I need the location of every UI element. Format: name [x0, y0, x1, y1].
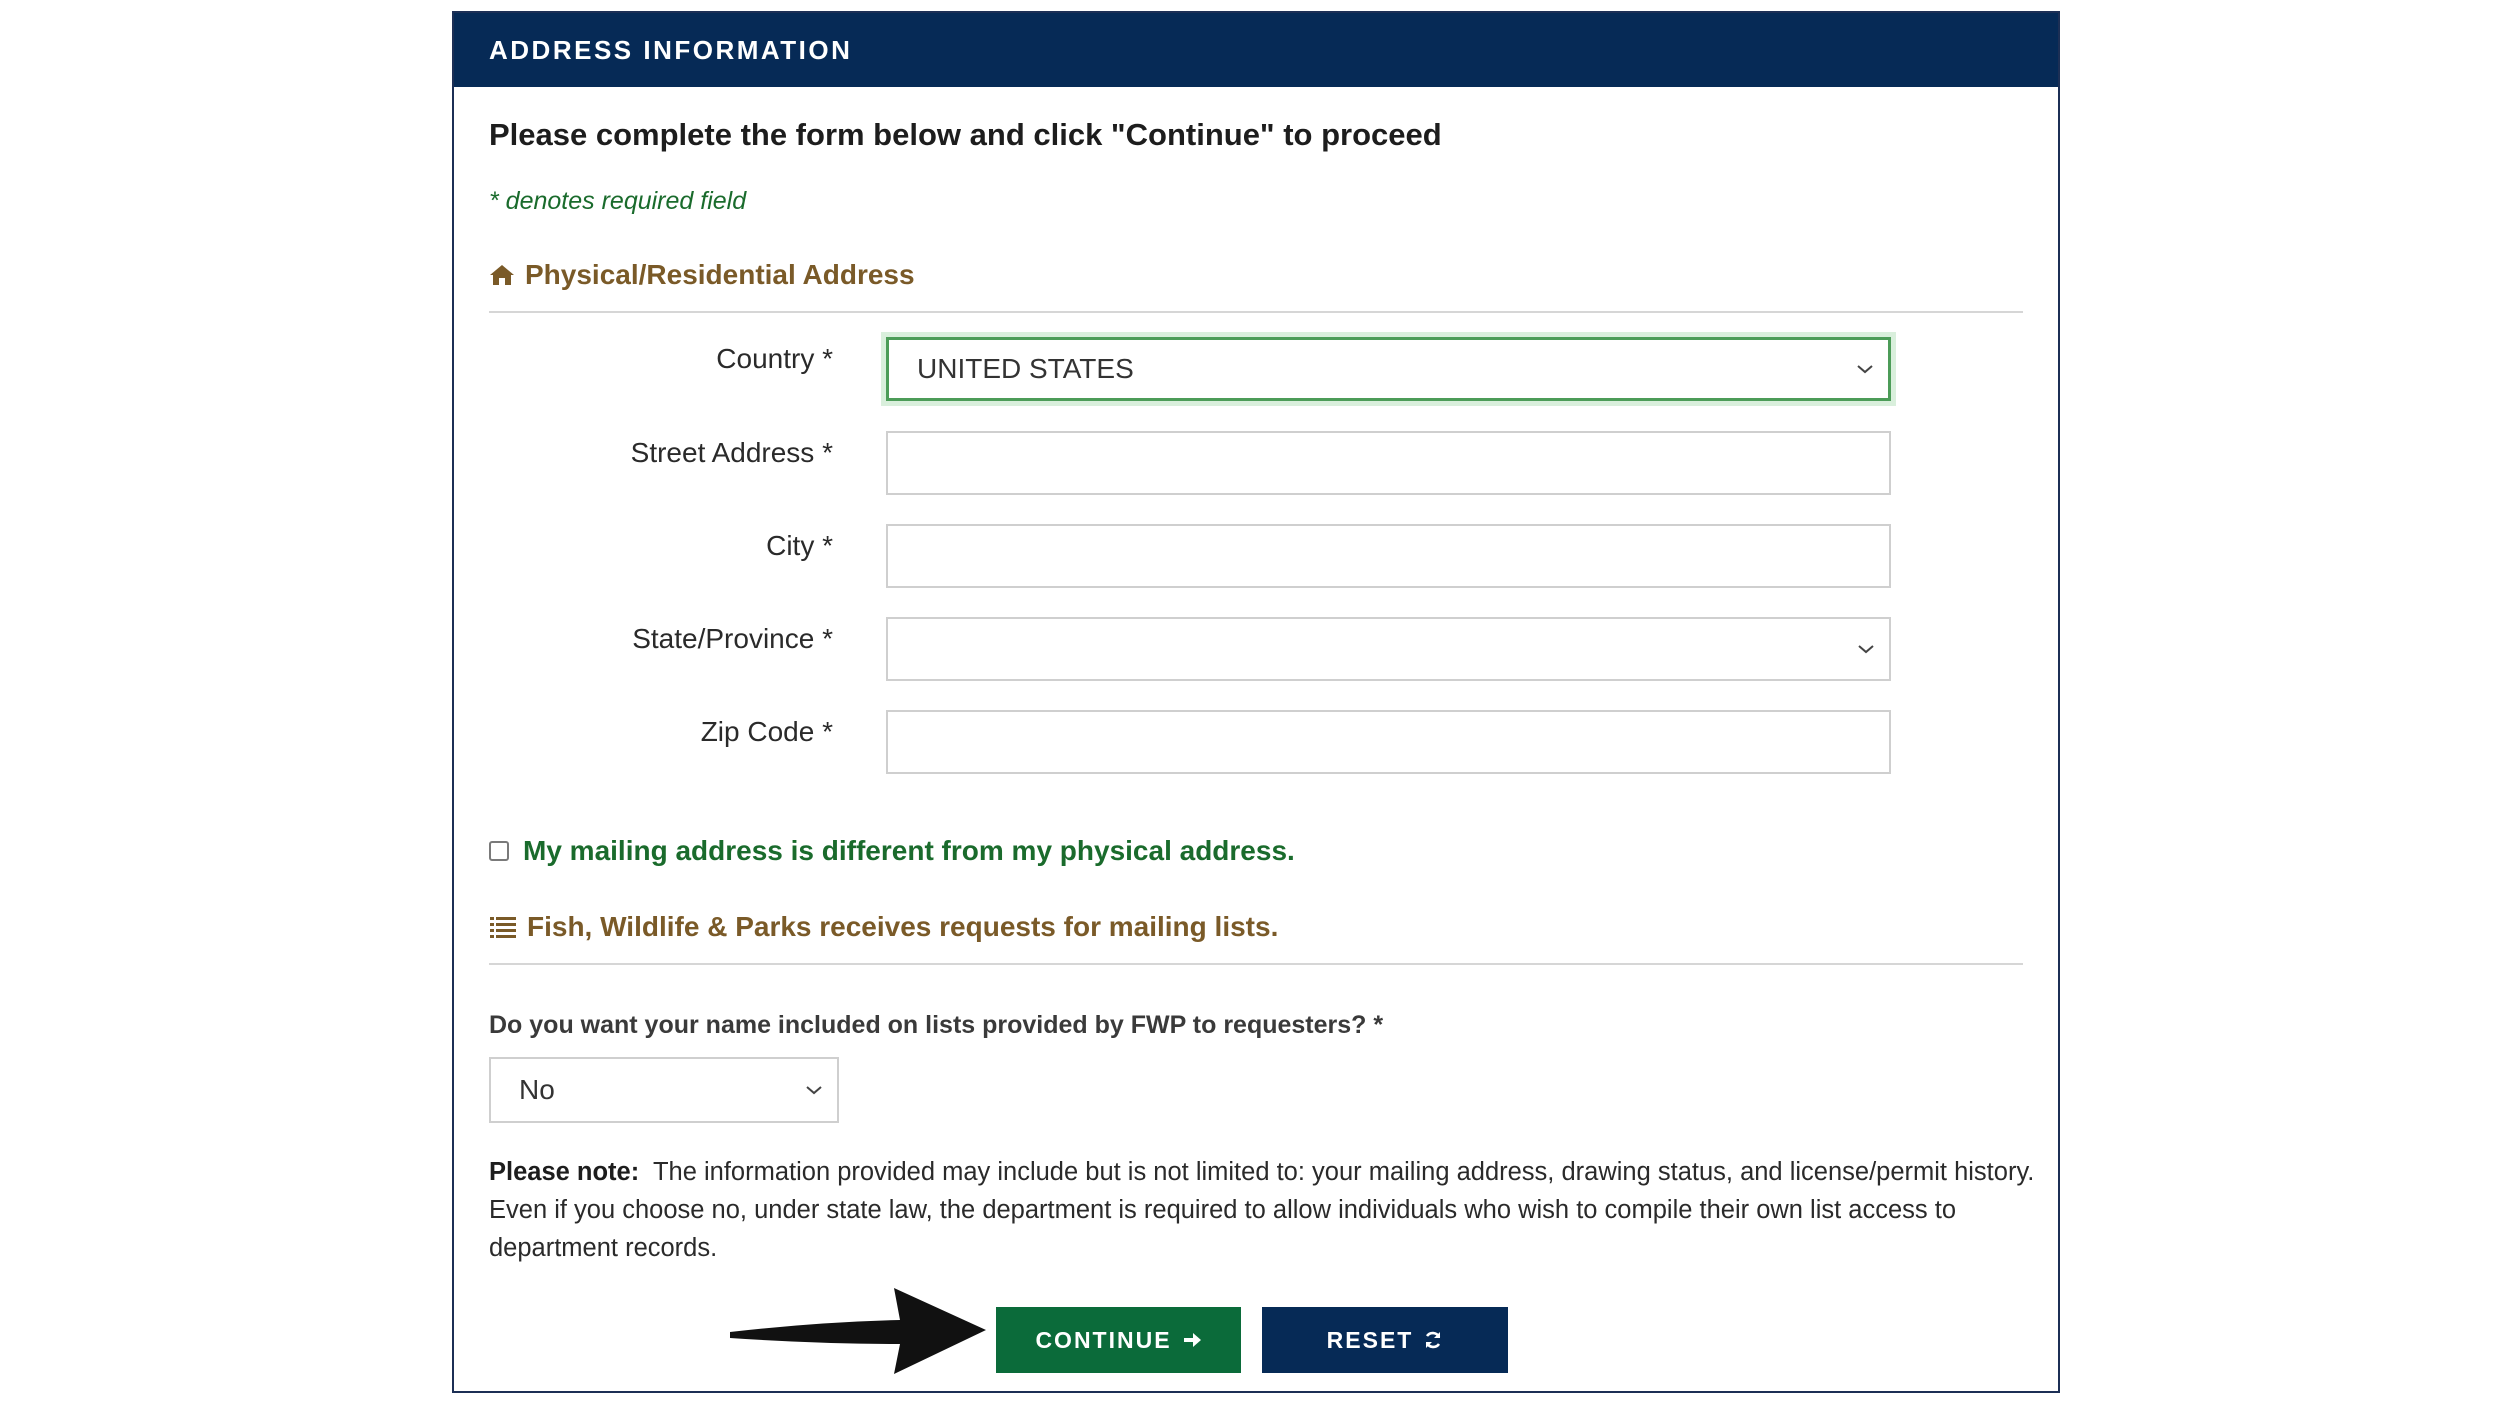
- pointer-arrow-icon: [728, 1286, 990, 1378]
- street-address-label: Street Address *: [630, 437, 833, 468]
- required-field-note: * denotes required field: [489, 187, 747, 215]
- mailing-list-question: Do you want your name included on lists provided by FWP to requesters? *: [489, 1011, 1384, 1039]
- home-icon: [489, 263, 515, 287]
- physical-address-section-title: [489, 259, 915, 291]
- chevron-down-icon: [1856, 363, 1874, 375]
- reset-button[interactable]: [1262, 1307, 1508, 1373]
- street-address-input[interactable]: [886, 431, 1891, 495]
- refresh-icon: [1423, 1330, 1443, 1350]
- country-selected-value: UNITED STATES: [917, 353, 1134, 384]
- city-input[interactable]: [886, 524, 1891, 588]
- zip-code-input[interactable]: [886, 710, 1891, 774]
- mailing-list-select[interactable]: [489, 1057, 839, 1123]
- section-divider: [489, 963, 2023, 965]
- mailing-address-checkbox[interactable]: [489, 841, 509, 861]
- country-label: Country *: [716, 343, 833, 374]
- physical-address-title: Physical/Residential Address: [525, 259, 915, 290]
- arrow-right-icon: [1182, 1331, 1202, 1349]
- chevron-down-icon: [805, 1084, 823, 1096]
- zip-code-label: Zip Code *: [700, 716, 833, 747]
- mailing-list-selected-value: No: [519, 1074, 555, 1105]
- mailing-address-checkbox-row[interactable]: [489, 835, 1295, 867]
- panel-header: ADDRESS INFORMATION: [454, 13, 2058, 87]
- mailing-list-title: Fish, Wildlife & Parks receives requests for mailing lists.: [527, 911, 1279, 942]
- state-province-select[interactable]: [886, 617, 1891, 681]
- chevron-down-icon: [1857, 643, 1875, 655]
- country-select[interactable]: [886, 337, 1891, 401]
- please-note: [489, 1153, 2049, 1267]
- form-intro: Please complete the form below and click "Continue" to proceed: [489, 117, 1442, 152]
- state-province-label: State/Province *: [632, 623, 833, 654]
- continue-button[interactable]: [996, 1307, 1241, 1373]
- reset-button-label: RESET: [1326, 1326, 1414, 1353]
- section-divider: [489, 311, 2023, 313]
- list-icon: [489, 915, 517, 939]
- mailing-list-section-title: [489, 911, 1278, 943]
- address-information-panel: [452, 11, 2060, 1393]
- please-note-label: Please note:: [489, 1158, 640, 1186]
- mailing-address-checkbox-label[interactable]: My mailing address is different from my physical address.: [523, 835, 1295, 866]
- city-label: City *: [766, 530, 833, 561]
- please-note-text: The information provided may include but is not limited to: your mailing address, drawing status, and license/permit history. Even if you choose no, under state law, the department is required to allow individuals who wish to compile their own list access to department records.: [489, 1158, 2035, 1262]
- continue-button-label: CONTINUE: [1035, 1326, 1172, 1353]
